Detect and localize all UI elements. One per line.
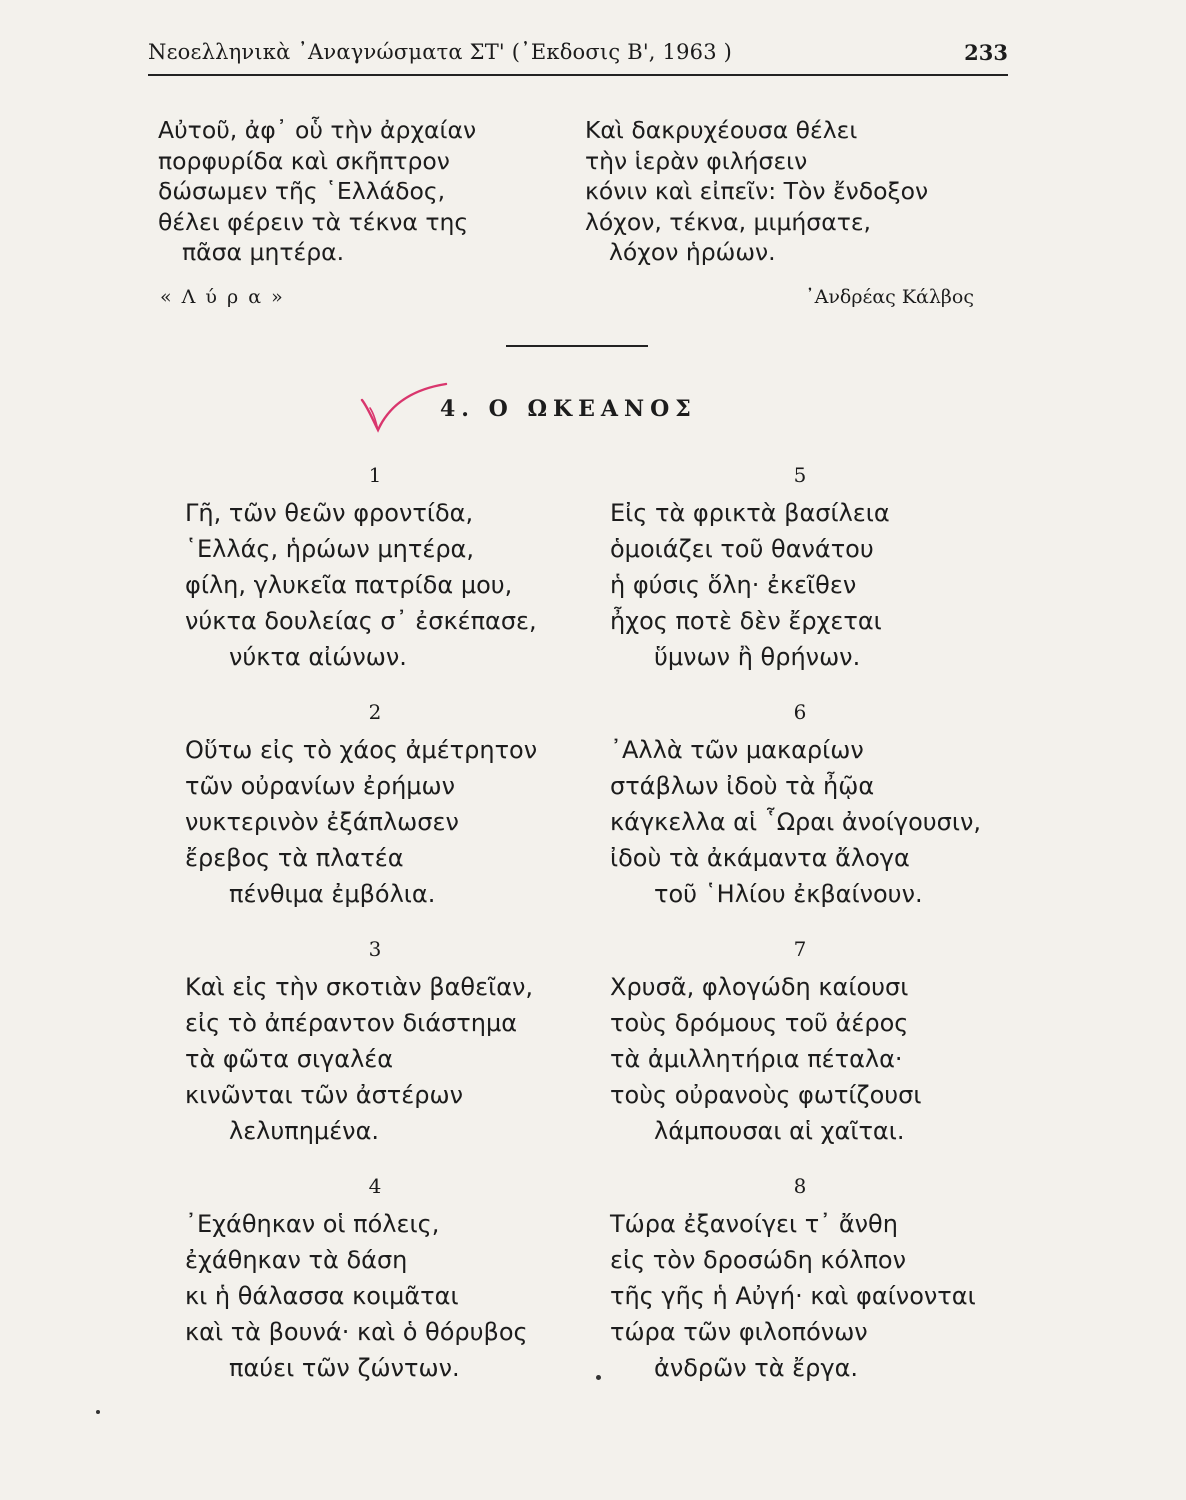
verse-line: νύκτα αἰώνων.: [229, 643, 407, 671]
verse-line: κάγκελλα αἱ ῟Ωραι ἀνοίγουσιν,: [610, 808, 982, 836]
verse-line: ᾿Εχάθηκαν οἱ πόλεις,: [185, 1210, 440, 1238]
verse-line: κι ἡ θάλασσα κοιμᾶται: [185, 1282, 459, 1310]
verse-line: νύκτα δουλείας σ᾿ ἐσκέπασε,: [185, 607, 537, 635]
author-attribution: ᾿Ανδρέας Κάλβος: [805, 286, 974, 308]
verse-line: ἦχος ποτὲ δὲν ἔρχεται: [610, 607, 882, 635]
verse-line: Αὐτοῦ, ἀφ᾿ οὗ τὴν ἀρχαίαν: [158, 116, 477, 144]
stanza-number: 4: [368, 1174, 382, 1198]
ink-speck: [96, 1410, 100, 1414]
section-divider: [506, 345, 648, 347]
stanza-number: 3: [368, 937, 382, 961]
continuation-right-column: [585, 115, 928, 268]
verse-line: ἰδοὺ τὰ ἀκάμαντα ἄλογα: [610, 844, 910, 872]
verse-line: ὕμνων ἢ θρήνων.: [654, 643, 861, 671]
verse-line: Γῆ, τῶν θεῶν φροντίδα,: [185, 499, 474, 527]
stanza: [610, 463, 1030, 675]
verse-line: παύει τῶν ζώντων.: [229, 1354, 460, 1382]
stanza: [185, 700, 605, 912]
verse-line: Οὕτω εἰς τὸ χάος ἀμέτρητον: [185, 736, 538, 764]
stanza-number: 8: [793, 1174, 807, 1198]
verse-line: εἰς τὸ ἀπέραντον διάστημα: [185, 1009, 518, 1037]
stanza: [185, 463, 605, 675]
stanza: [610, 700, 1030, 912]
verse-line: στάβλων ἰδοὺ τὰ ἦῷα: [610, 772, 875, 800]
verse-line: λόχον ἡρώων.: [609, 238, 776, 266]
verse-line: ἀνδρῶν τὰ ἔργα.: [654, 1354, 859, 1382]
verse-line: κινῶνται τῶν ἀστέρων: [185, 1081, 463, 1109]
verse-line: τὰ ἀμιλλητήρια πέταλα·: [610, 1045, 903, 1073]
stanza-number: 6: [793, 700, 807, 724]
source-citation: « Λ ύ ρ α »: [160, 286, 285, 308]
verse-line: Εἰς τὰ φρικτὰ βασίλεια: [610, 499, 890, 527]
stanza-number: 7: [793, 937, 807, 961]
stanza-number: 5: [793, 463, 807, 487]
verse-line: τὰ φῶτα σιγαλέα: [185, 1045, 394, 1073]
verse-line: λόχον, τέκνα, μιμήσατε,: [585, 207, 872, 236]
header-title: Νεοελληνικὰ ᾿Αναγνώσματα ΣΤ' (᾿Εκδοσις Β', 1963 ): [148, 40, 733, 64]
verse-line: δώσωμεν τῆς ῾Ελλάδος,: [158, 177, 446, 205]
verse-line: λάμπουσαι αἱ χαῖται.: [654, 1117, 905, 1145]
verse-line: τῶν οὐρανίων ἐρήμων: [185, 772, 456, 800]
poem-title: 4. Ο ΩΚΕΑΝΟΣ: [440, 396, 697, 422]
stanza-number: 1: [368, 463, 382, 487]
stanza: [185, 1174, 605, 1386]
verse-line: πᾶσα μητέρα.: [182, 238, 345, 266]
verse-line: Καὶ εἰς τὴν σκοτιὰν βαθεῖαν,: [185, 973, 534, 1001]
verse-line: κόνιν καὶ εἰπεῖν: Τὸν ἔνδοξον: [585, 177, 929, 205]
verse-line: Καὶ δακρυχέουσα θέλει: [585, 116, 858, 144]
verse-line: Τώρα ἐξανοίγει τ᾿ ἄνθη: [610, 1210, 898, 1238]
verse-line: τοὺς δρόμους τοῦ ἀέρος: [610, 1009, 909, 1037]
verse-line: πορφυρίδα καὶ σκῆπτρον: [158, 146, 450, 175]
verse-line: εἰς τὸν δροσώδη κόλπον: [610, 1246, 906, 1274]
verse-line: φίλη, γλυκεῖα πατρίδα μου,: [185, 571, 513, 599]
verse-line: τὴν ἱερὰν φιλήσειν: [585, 146, 808, 175]
continuation-left-column: [158, 115, 476, 268]
verse-line: ἐχάθηκαν τὰ δάση: [185, 1246, 408, 1274]
verse-line: καὶ τὰ βουνά· καὶ ὁ θόρυβος: [185, 1318, 528, 1346]
verse-line: νυκτερινὸν ἐξάπλωσεν: [185, 808, 459, 836]
stanza-number: 2: [368, 700, 382, 724]
verse-line: ᾿Αλλὰ τῶν μακαρίων: [610, 736, 864, 764]
verse-line: τοὺς οὐρανοὺς φωτίζουσι: [610, 1081, 922, 1109]
verse-line: πένθιμα ἐμβόλια.: [229, 880, 436, 908]
verse-line: ἡ φύσις ὅλη· ἐκεῖθεν: [610, 571, 857, 599]
verse-line: Χρυσᾶ, φλογώδη καίουσι: [610, 973, 909, 1001]
stanza: [185, 937, 605, 1149]
verse-line: ῾Ελλάς, ἡρώων μητέρα,: [185, 535, 474, 563]
header-rule: [148, 74, 1008, 76]
stanza: [610, 1174, 1030, 1386]
verse-line: τῆς γῆς ἡ Αὐγή· καὶ φαίνονται: [610, 1282, 976, 1310]
verse-line: ὁμοιάζει τοῦ θανάτου: [610, 535, 874, 563]
checkmark-icon: [358, 378, 450, 438]
verse-line: ἔρεβος τὰ πλατέα: [185, 844, 404, 872]
page-header: [148, 38, 1008, 70]
page-number: 233: [964, 40, 1008, 65]
verse-line: τώρα τῶν φιλοπόνων: [610, 1318, 868, 1346]
verse-line: λελυπημένα.: [229, 1117, 380, 1145]
verse-line: τοῦ ῾Ηλίου ἐκβαίνουν.: [654, 880, 923, 908]
stanza: [610, 937, 1030, 1149]
verse-line: θέλει φέρειν τὰ τέκνα της: [158, 207, 469, 236]
ink-speck: [596, 1375, 601, 1380]
